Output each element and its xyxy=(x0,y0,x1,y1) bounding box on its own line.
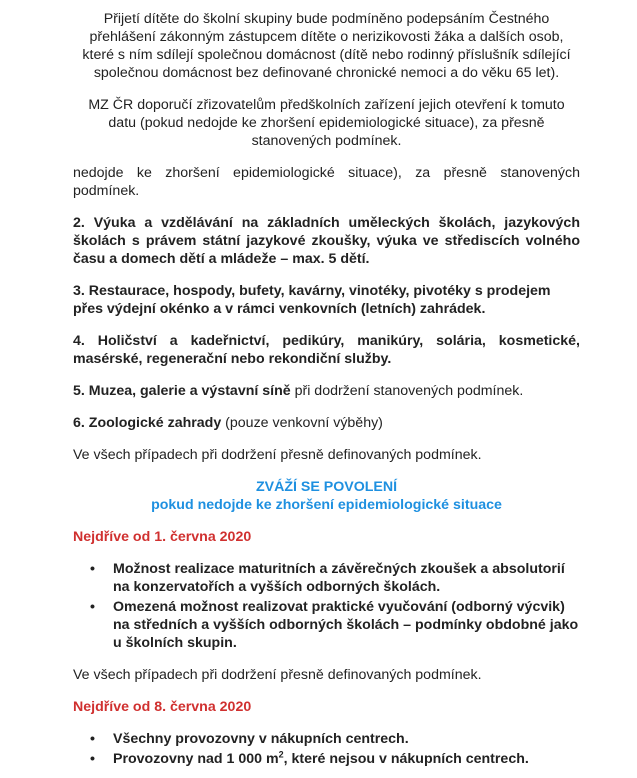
june1-list xyxy=(73,560,580,652)
consider-subtitle: pokud nedojde ke zhoršení epidemiologické situace xyxy=(151,497,502,513)
item-2: 2. Výuka a vzdělávání na základních uměleckých školách, jazykových školách s právem státní jazykové zkoušky, výuka ve střediscích volného času a domech dětí a mládeže – max. 5 dětí. xyxy=(73,215,580,267)
consider-title: ZVÁŽÍ SE POVOLENÍ xyxy=(255,479,398,495)
note-conditions-2: Ve všech případech při dodržení přesně definovaných podmínek. xyxy=(73,667,482,683)
paragraph-intro-2: MZ ČR doporučí zřizovatelům předškolních zařízení jejich otevření k tomuto datu (pokud nedojde ke zhoršení epidemiologické situace), za přesně stanovených podmínek. xyxy=(88,97,565,149)
bullet-icon: • xyxy=(90,561,95,577)
june8-list xyxy=(73,730,580,768)
list-item: • Všechny provozovny v nákupních centrech. xyxy=(90,731,409,747)
bullet-icon: • xyxy=(90,599,95,615)
item-6-rest: (pouze venkovní výběhy) xyxy=(221,415,383,431)
item-3: 3. Restaurace, hospody, bufety, kavárny, vinotéky, pivotéky s prodejem přes výdejní okénko a v rámci venkovních (letních) zahrádek. xyxy=(73,283,551,317)
item-4: 4. Holičství a kadeřnictví, pedikúry, manikúry, solária, kosmetické, masérské, regenerační nebo rekondiční služby. xyxy=(73,333,580,367)
june8-heading: Nejdříve od 8. června 2020 xyxy=(73,699,252,715)
paragraph-intro-3: nedojde ke zhoršení epidemiologické situace), za přesně stanovených podmínek. xyxy=(73,165,580,199)
list-item: • Možnost realizace maturitních a závěrečných zkoušek a absolutorií na konzervatořích a vyšších odborných školách. xyxy=(90,561,565,595)
bullet-icon: • xyxy=(90,731,95,747)
item-5-rest: při dodržení stanovených podmínek. xyxy=(290,383,524,399)
paragraph-intro-1: Přijetí dítěte do školní skupiny bude podmíněno podepsáním Čestného přehlášení zákonným zástupcem dítěte o nerizikovosti žáka a dalších osob, které s ním sdílejí společnou domácnost (dítě nebo rodinný příslušník sdílející společnou domácnost bez definované chronické nemoci a do věku 65 let). xyxy=(82,11,571,81)
list-item: • Omezená možnost realizovat praktické vyučování (odborný výcvik) na středních a vyšších odborných školách – podmínky obdobné jako u školních skupin. xyxy=(90,599,579,651)
item-6 xyxy=(73,414,580,432)
item-5-title: 5. Muzea, galerie a výstavní síně xyxy=(73,383,291,399)
june1-heading: Nejdříve od 1. června 2020 xyxy=(73,529,252,545)
bullet-icon: • xyxy=(90,751,95,767)
item-6-title: 6. Zoologické zahrady xyxy=(73,415,222,431)
list-item: • Provozovny nad 1 000 $m^2$, které nejsou v nákupních centrech. xyxy=(90,749,529,767)
note-conditions-1: Ve všech případech při dodržení přesně definovaných podmínek. xyxy=(73,447,482,463)
item-5 xyxy=(73,382,580,400)
